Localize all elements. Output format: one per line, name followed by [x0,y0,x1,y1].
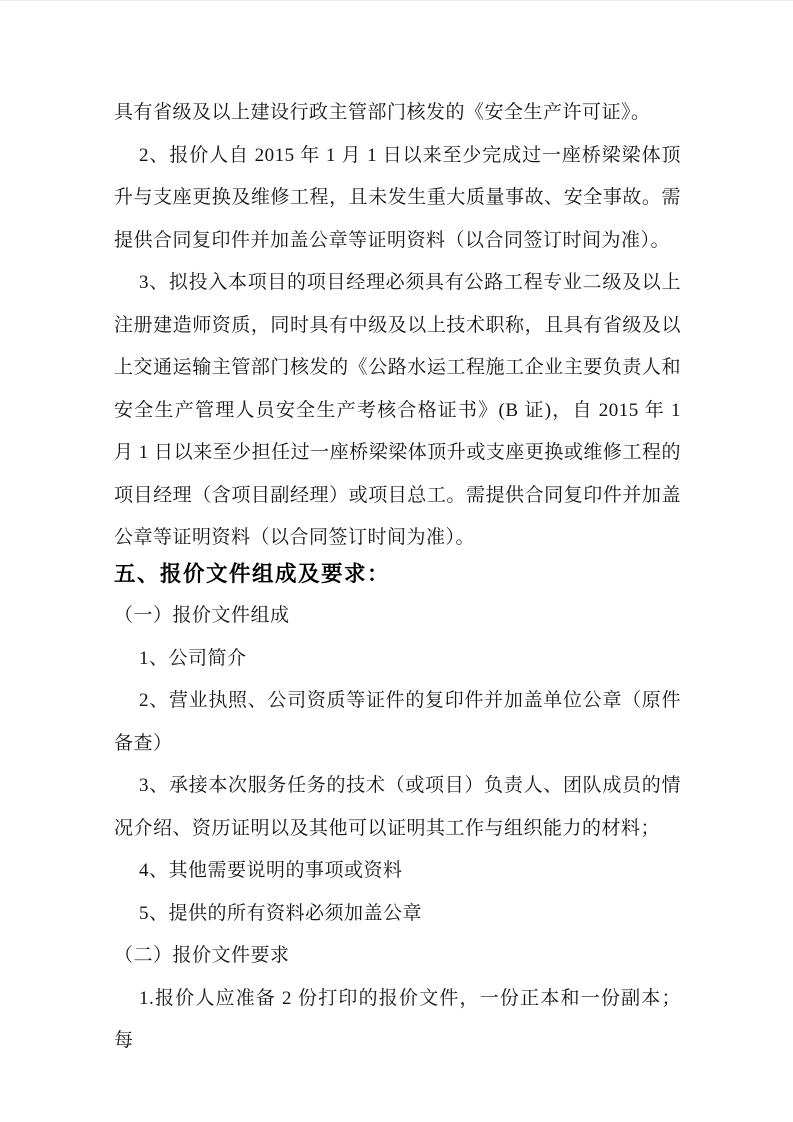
paragraph: 具有省级及以上建设行政主管部门核发的《安全生产许可证》。 [114,102,651,123]
paragraph: 2、营业执照、公司资质等证件的复印件并加盖单位公章（原件备查） [114,690,681,754]
paragraph: 4、其他需要说明的事项或资料 [139,860,403,881]
document-body [114,92,681,1063]
paragraph: 3、拟投入本项目的项目经理必须具有公路工程专业二级及以上注册建造师资质，同时具有中级及以上技术职称，且具有省级及以上交通运输主管部门核发的《公路水运工程施工企业主要负责人和安全生产管理人员安全生产考核合格证书》(B 证)，自 2015 年 1 月 1 日以来至少担任过一座桥梁梁体顶升或支座更换或维修工程的项目经理（含项目副经理）或项目总工。需提供合同复印件并加盖公章等证明资料（以合同签订时间为准）。 [114,272,681,548]
section-heading: 五、报价文件组成及要求： [114,561,391,586]
subsection-heading: （二）报价文件要求 [114,945,290,966]
paragraph: 1.报价人应准备 2 份打印的报价文件，一份正本和一份副本；每 [114,987,681,1051]
paragraph: 2、报价人自 2015 年 1 月 1 日以来至少完成过一座桥梁梁体顶升与支座更换及维修工程，且未发生重大质量事故、安全事故。需提供合同复印件并加盖公章等证明资料（以合同签订时间为准）。 [114,144,681,251]
paragraph: 3、承接本次服务任务的技术（或项目）负责人、团队成员的情况介绍、资历证明以及其他可以证明其工作与组织能力的材料； [114,775,681,839]
subsection-heading: （一）报价文件组成 [114,605,290,626]
paragraph: 5、提供的所有资料必须加盖公章 [139,902,423,924]
paragraph: 1、公司简介 [139,647,247,669]
